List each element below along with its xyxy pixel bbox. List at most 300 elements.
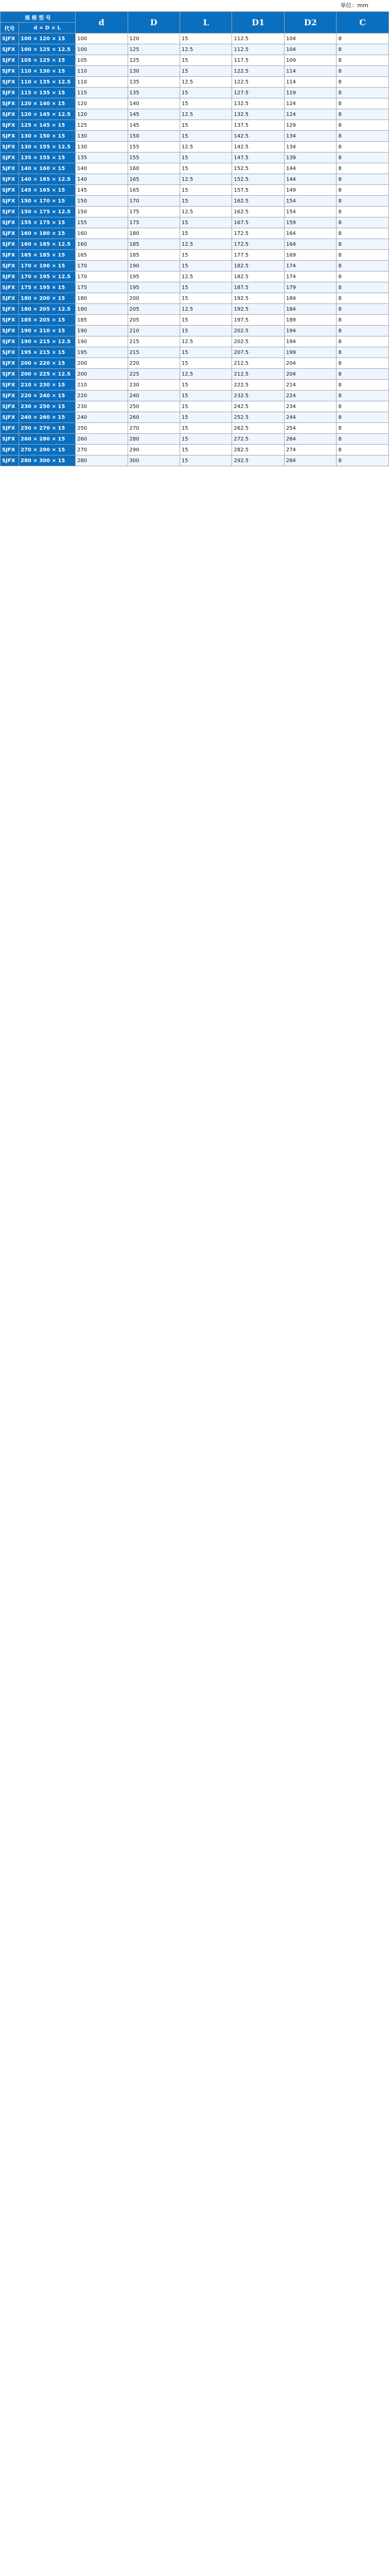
cell-value: 199 xyxy=(284,347,336,358)
cell-value: 8 xyxy=(337,109,389,120)
table-row xyxy=(1,261,389,272)
cell-value: 120 xyxy=(76,109,128,120)
cell-value: 15 xyxy=(180,391,232,401)
cell-value: 8 xyxy=(337,196,389,207)
cell-value: 15 xyxy=(180,55,232,66)
cell-code: SJFX xyxy=(1,131,19,142)
cell-code: SJFX xyxy=(1,293,19,304)
table-row xyxy=(1,272,389,282)
cell-dims: 155 × 175 × 15 xyxy=(19,217,76,228)
cell-value: 132.5 xyxy=(232,109,284,120)
cell-dims: 220 × 240 × 15 xyxy=(19,391,76,401)
cell-value: 210 xyxy=(128,326,180,336)
cell-value: 8 xyxy=(337,336,389,347)
cell-code: SJFX xyxy=(1,239,19,250)
cell-value: 204 xyxy=(284,358,336,369)
cell-dims: 250 × 270 × 15 xyxy=(19,423,76,434)
cell-code: SJFX xyxy=(1,33,19,44)
col-code: 代号 xyxy=(1,23,19,33)
cell-value: 129 xyxy=(284,120,336,131)
table-row xyxy=(1,445,389,455)
table-row xyxy=(1,304,389,315)
cell-code: SJFX xyxy=(1,120,19,131)
cell-value: 260 xyxy=(128,412,180,423)
cell-dims: 230 × 250 × 15 xyxy=(19,401,76,412)
cell-value: 177.5 xyxy=(232,250,284,261)
spec-table xyxy=(0,11,389,466)
cell-value: 194 xyxy=(284,326,336,336)
cell-value: 152.5 xyxy=(232,163,284,174)
cell-value: 182.5 xyxy=(232,272,284,282)
cell-dims: 115 × 135 × 15 xyxy=(19,88,76,98)
cell-code: SJFX xyxy=(1,347,19,358)
cell-value: 212.5 xyxy=(232,369,284,380)
cell-value: 15 xyxy=(180,423,232,434)
cell-value: 8 xyxy=(337,217,389,228)
cell-value: 164 xyxy=(284,228,336,239)
cell-dims: 120 × 145 × 12.5 xyxy=(19,109,76,120)
cell-dims: 145 × 165 × 15 xyxy=(19,185,76,196)
cell-value: 230 xyxy=(76,401,128,412)
cell-dims: 120 × 140 × 15 xyxy=(19,98,76,109)
cell-value: 15 xyxy=(180,98,232,109)
cell-value: 212.5 xyxy=(232,358,284,369)
cell-code: SJFX xyxy=(1,369,19,380)
table-row xyxy=(1,98,389,109)
cell-value: 15 xyxy=(180,358,232,369)
cell-code: SJFX xyxy=(1,282,19,293)
cell-value: 12.5 xyxy=(180,142,232,152)
cell-value: 142.5 xyxy=(232,142,284,152)
cell-value: 12.5 xyxy=(180,109,232,120)
cell-value: 187.5 xyxy=(232,282,284,293)
table-row xyxy=(1,455,389,466)
cell-value: 292.5 xyxy=(232,455,284,466)
cell-value: 110 xyxy=(76,77,128,88)
cell-value: 214 xyxy=(284,380,336,391)
cell-value: 172.5 xyxy=(232,228,284,239)
cell-value: 195 xyxy=(76,347,128,358)
cell-dims: 110 × 130 × 15 xyxy=(19,66,76,77)
cell-value: 8 xyxy=(337,282,389,293)
cell-value: 15 xyxy=(180,163,232,174)
cell-dims: 150 × 175 × 12.5 xyxy=(19,207,76,217)
cell-value: 232.5 xyxy=(232,391,284,401)
table-row xyxy=(1,77,389,88)
cell-value: 8 xyxy=(337,131,389,142)
cell-value: 135 xyxy=(128,88,180,98)
cell-value: 112.5 xyxy=(232,44,284,55)
cell-value: 202.5 xyxy=(232,336,284,347)
cell-dims: 165 × 185 × 15 xyxy=(19,250,76,261)
cell-value: 157.5 xyxy=(232,185,284,196)
table-row xyxy=(1,412,389,423)
cell-value: 210 xyxy=(76,380,128,391)
cell-value: 174 xyxy=(284,272,336,282)
table-row xyxy=(1,228,389,239)
cell-code: SJFX xyxy=(1,98,19,109)
cell-value: 122.5 xyxy=(232,77,284,88)
cell-value: 144 xyxy=(284,163,336,174)
cell-value: 164 xyxy=(284,239,336,250)
cell-value: 12.5 xyxy=(180,174,232,185)
cell-value: 8 xyxy=(337,142,389,152)
cell-value: 222.5 xyxy=(232,380,284,391)
cell-value: 130 xyxy=(128,66,180,77)
cell-value: 15 xyxy=(180,455,232,466)
cell-value: 8 xyxy=(337,347,389,358)
cell-dims: 210 × 230 × 15 xyxy=(19,380,76,391)
cell-value: 100 xyxy=(76,44,128,55)
cell-value: 170 xyxy=(76,272,128,282)
cell-value: 15 xyxy=(180,315,232,326)
cell-value: 204 xyxy=(284,369,336,380)
cell-value: 145 xyxy=(128,120,180,131)
cell-value: 224 xyxy=(284,391,336,401)
cell-value: 8 xyxy=(337,55,389,66)
table-row xyxy=(1,358,389,369)
cell-value: 180 xyxy=(128,228,180,239)
cell-value: 15 xyxy=(180,88,232,98)
cell-value: 8 xyxy=(337,401,389,412)
cell-code: SJFX xyxy=(1,163,19,174)
cell-value: 15 xyxy=(180,434,232,445)
cell-value: 290 xyxy=(128,445,180,455)
cell-value: 15 xyxy=(180,412,232,423)
cell-value: 165 xyxy=(76,250,128,261)
cell-value: 244 xyxy=(284,412,336,423)
cell-value: 8 xyxy=(337,293,389,304)
table-row xyxy=(1,315,389,326)
cell-value: 15 xyxy=(180,282,232,293)
cell-value: 8 xyxy=(337,250,389,261)
table-row xyxy=(1,391,389,401)
cell-value: 104 xyxy=(284,33,336,44)
cell-value: 12.5 xyxy=(180,336,232,347)
cell-value: 154 xyxy=(284,196,336,207)
cell-value: 220 xyxy=(128,358,180,369)
cell-value: 140 xyxy=(76,174,128,185)
cell-value: 282.5 xyxy=(232,445,284,455)
cell-value: 202.5 xyxy=(232,326,284,336)
cell-value: 192.5 xyxy=(232,293,284,304)
cell-dims: 260 × 280 × 15 xyxy=(19,434,76,445)
cell-value: 190 xyxy=(76,336,128,347)
cell-dims: 190 × 215 × 12.5 xyxy=(19,336,76,347)
table-row xyxy=(1,293,389,304)
cell-dims: 240 × 260 × 15 xyxy=(19,412,76,423)
cell-value: 182.5 xyxy=(232,261,284,272)
cell-code: SJFX xyxy=(1,272,19,282)
cell-value: 8 xyxy=(337,66,389,77)
cell-value: 127.5 xyxy=(232,88,284,98)
cell-value: 184 xyxy=(284,293,336,304)
cell-code: SJFX xyxy=(1,423,19,434)
spec-table-header xyxy=(1,12,389,33)
cell-dims: 135 × 155 × 15 xyxy=(19,152,76,163)
cell-value: 167.5 xyxy=(232,217,284,228)
cell-value: 230 xyxy=(128,380,180,391)
cell-value: 8 xyxy=(337,239,389,250)
cell-value: 8 xyxy=(337,358,389,369)
cell-code: SJFX xyxy=(1,455,19,466)
cell-value: 8 xyxy=(337,423,389,434)
col-C: C xyxy=(337,12,389,33)
cell-value: 15 xyxy=(180,261,232,272)
cell-value: 154 xyxy=(284,207,336,217)
cell-value: 274 xyxy=(284,445,336,455)
cell-code: SJFX xyxy=(1,304,19,315)
cell-value: 180 xyxy=(76,304,128,315)
cell-value: 190 xyxy=(76,326,128,336)
cell-code: SJFX xyxy=(1,261,19,272)
cell-dims: 130 × 150 × 15 xyxy=(19,131,76,142)
cell-dims: 200 × 220 × 15 xyxy=(19,358,76,369)
cell-value: 114 xyxy=(284,77,336,88)
cell-dims: 185 × 205 × 15 xyxy=(19,315,76,326)
cell-value: 15 xyxy=(180,131,232,142)
cell-value: 260 xyxy=(76,434,128,445)
cell-value: 272.5 xyxy=(232,434,284,445)
cell-value: 15 xyxy=(180,401,232,412)
cell-code: SJFX xyxy=(1,207,19,217)
cell-value: 104 xyxy=(284,44,336,55)
cell-value: 195 xyxy=(128,272,180,282)
cell-value: 160 xyxy=(76,239,128,250)
table-row xyxy=(1,66,389,77)
cell-code: SJFX xyxy=(1,185,19,196)
cell-value: 8 xyxy=(337,380,389,391)
cell-value: 8 xyxy=(337,369,389,380)
cell-value: 180 xyxy=(76,293,128,304)
table-row xyxy=(1,347,389,358)
cell-value: 189 xyxy=(284,315,336,326)
cell-value: 145 xyxy=(128,109,180,120)
cell-value: 8 xyxy=(337,33,389,44)
cell-value: 270 xyxy=(76,445,128,455)
cell-dims: 160 × 180 × 15 xyxy=(19,228,76,239)
cell-value: 175 xyxy=(128,217,180,228)
table-row xyxy=(1,152,389,163)
cell-dims: 140 × 165 × 12.5 xyxy=(19,174,76,185)
cell-value: 220 xyxy=(76,391,128,401)
cell-value: 200 xyxy=(128,293,180,304)
cell-value: 8 xyxy=(337,185,389,196)
cell-value: 114 xyxy=(284,66,336,77)
table-row xyxy=(1,109,389,120)
cell-value: 8 xyxy=(337,445,389,455)
cell-value: 215 xyxy=(128,347,180,358)
cell-value: 15 xyxy=(180,228,232,239)
cell-value: 225 xyxy=(128,369,180,380)
cell-value: 15 xyxy=(180,33,232,44)
cell-value: 250 xyxy=(128,401,180,412)
col-d: d xyxy=(76,12,128,33)
cell-value: 117.5 xyxy=(232,55,284,66)
cell-value: 150 xyxy=(76,196,128,207)
cell-value: 8 xyxy=(337,44,389,55)
cell-value: 15 xyxy=(180,347,232,358)
cell-value: 155 xyxy=(76,217,128,228)
cell-dims: 110 × 135 × 12.5 xyxy=(19,77,76,88)
cell-value: 15 xyxy=(180,152,232,163)
cell-value: 254 xyxy=(284,423,336,434)
cell-dims: 130 × 155 × 12.5 xyxy=(19,142,76,152)
table-row xyxy=(1,174,389,185)
col-L: L xyxy=(180,12,232,33)
cell-value: 135 xyxy=(76,152,128,163)
cell-value: 175 xyxy=(128,207,180,217)
cell-value: 15 xyxy=(180,380,232,391)
cell-value: 162.5 xyxy=(232,196,284,207)
table-row xyxy=(1,185,389,196)
cell-value: 284 xyxy=(284,455,336,466)
cell-value: 130 xyxy=(76,131,128,142)
cell-value: 15 xyxy=(180,217,232,228)
cell-dims: 175 × 195 × 15 xyxy=(19,282,76,293)
cell-value: 194 xyxy=(284,336,336,347)
cell-value: 130 xyxy=(76,142,128,152)
cell-value: 8 xyxy=(337,98,389,109)
cell-value: 149 xyxy=(284,185,336,196)
cell-value: 12.5 xyxy=(180,77,232,88)
cell-value: 8 xyxy=(337,120,389,131)
cell-value: 110 xyxy=(76,66,128,77)
cell-code: SJFX xyxy=(1,250,19,261)
table-row xyxy=(1,250,389,261)
cell-value: 152.5 xyxy=(232,174,284,185)
cell-value: 162.5 xyxy=(232,207,284,217)
cell-value: 242.5 xyxy=(232,401,284,412)
cell-value: 112.5 xyxy=(232,33,284,44)
cell-value: 134 xyxy=(284,131,336,142)
cell-dims: 280 × 300 × 15 xyxy=(19,455,76,466)
cell-value: 8 xyxy=(337,391,389,401)
cell-value: 120 xyxy=(76,98,128,109)
cell-value: 109 xyxy=(284,55,336,66)
cell-value: 8 xyxy=(337,163,389,174)
cell-code: SJFX xyxy=(1,152,19,163)
cell-value: 252.5 xyxy=(232,412,284,423)
cell-code: SJFX xyxy=(1,434,19,445)
cell-value: 160 xyxy=(76,228,128,239)
cell-code: SJFX xyxy=(1,380,19,391)
cell-value: 264 xyxy=(284,434,336,445)
table-row xyxy=(1,55,389,66)
cell-value: 192.5 xyxy=(232,304,284,315)
cell-value: 165 xyxy=(128,185,180,196)
cell-code: SJFX xyxy=(1,358,19,369)
cell-value: 12.5 xyxy=(180,272,232,282)
col-dims: d × D × L xyxy=(19,23,76,33)
cell-value: 185 xyxy=(128,239,180,250)
cell-value: 170 xyxy=(128,196,180,207)
cell-value: 240 xyxy=(76,412,128,423)
spec-table-body xyxy=(1,33,389,466)
cell-dims: 195 × 215 × 15 xyxy=(19,347,76,358)
cell-value: 8 xyxy=(337,152,389,163)
cell-code: SJFX xyxy=(1,44,19,55)
table-row xyxy=(1,380,389,391)
cell-value: 262.5 xyxy=(232,423,284,434)
cell-value: 12.5 xyxy=(180,207,232,217)
cell-value: 12.5 xyxy=(180,239,232,250)
cell-code: SJFX xyxy=(1,336,19,347)
cell-dims: 100 × 125 × 12.5 xyxy=(19,44,76,55)
cell-value: 280 xyxy=(76,455,128,466)
cell-value: 195 xyxy=(128,282,180,293)
cell-value: 240 xyxy=(128,391,180,401)
cell-value: 174 xyxy=(284,261,336,272)
cell-value: 184 xyxy=(284,304,336,315)
cell-dims: 100 × 120 × 15 xyxy=(19,33,76,44)
cell-code: SJFX xyxy=(1,412,19,423)
cell-dims: 200 × 225 × 12.5 xyxy=(19,369,76,380)
cell-value: 8 xyxy=(337,77,389,88)
cell-value: 15 xyxy=(180,326,232,336)
cell-value: 142.5 xyxy=(232,131,284,142)
cell-value: 15 xyxy=(180,66,232,77)
cell-value: 15 xyxy=(180,293,232,304)
col-D2: D2 xyxy=(284,12,336,33)
cell-code: SJFX xyxy=(1,142,19,152)
cell-dims: 270 × 290 × 15 xyxy=(19,445,76,455)
table-row xyxy=(1,336,389,347)
cell-value: 120 xyxy=(128,33,180,44)
cell-code: SJFX xyxy=(1,174,19,185)
cell-value: 147.5 xyxy=(232,152,284,163)
cell-value: 8 xyxy=(337,88,389,98)
table-row xyxy=(1,369,389,380)
cell-value: 170 xyxy=(76,261,128,272)
cell-code: SJFX xyxy=(1,326,19,336)
cell-value: 15 xyxy=(180,250,232,261)
cell-dims: 180 × 205 × 12.5 xyxy=(19,304,76,315)
cell-value: 134 xyxy=(284,142,336,152)
cell-value: 250 xyxy=(76,423,128,434)
cell-value: 145 xyxy=(76,185,128,196)
cell-value: 140 xyxy=(128,98,180,109)
cell-value: 207.5 xyxy=(232,347,284,358)
cell-code: SJFX xyxy=(1,196,19,207)
cell-value: 200 xyxy=(76,369,128,380)
cell-value: 12.5 xyxy=(180,44,232,55)
cell-value: 125 xyxy=(128,55,180,66)
cell-value: 165 xyxy=(128,174,180,185)
spec-title: 规 格 型 号 xyxy=(1,12,76,23)
cell-value: 270 xyxy=(128,423,180,434)
cell-value: 234 xyxy=(284,401,336,412)
cell-value: 172.5 xyxy=(232,239,284,250)
cell-dims: 190 × 210 × 15 xyxy=(19,326,76,336)
cell-value: 124 xyxy=(284,98,336,109)
table-row xyxy=(1,142,389,152)
cell-value: 8 xyxy=(337,434,389,445)
cell-dims: 105 × 125 × 15 xyxy=(19,55,76,66)
table-row xyxy=(1,163,389,174)
table-row xyxy=(1,217,389,228)
cell-value: 215 xyxy=(128,336,180,347)
cell-code: SJFX xyxy=(1,77,19,88)
cell-code: SJFX xyxy=(1,66,19,77)
cell-value: 8 xyxy=(337,304,389,315)
table-row xyxy=(1,326,389,336)
cell-value: 179 xyxy=(284,282,336,293)
cell-code: SJFX xyxy=(1,55,19,66)
cell-value: 15 xyxy=(180,196,232,207)
cell-value: 15 xyxy=(180,120,232,131)
cell-value: 124 xyxy=(284,109,336,120)
